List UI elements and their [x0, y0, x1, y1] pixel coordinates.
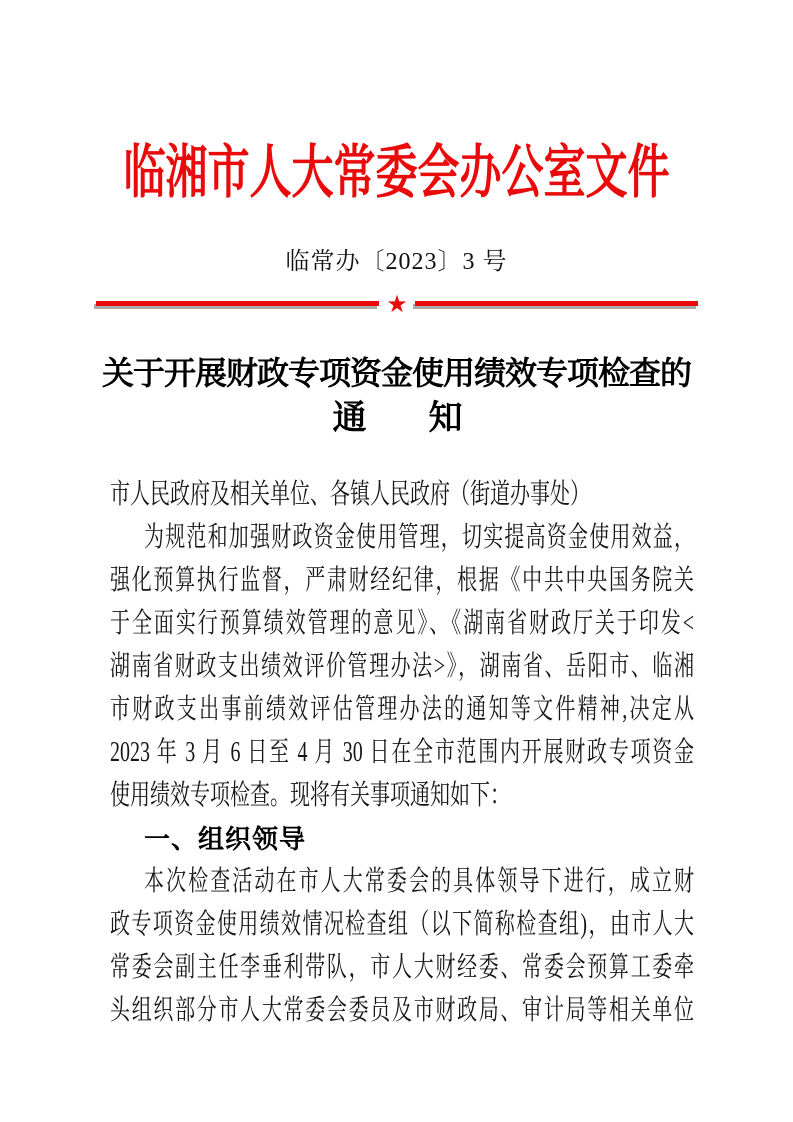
body-line: 使用绩效专项检查。现将有关事项通知如下：	[110, 780, 510, 812]
salutation-line: 市人民政府及相关单位、各镇人民政府（街道办事处）	[110, 479, 590, 511]
divider-line-left	[96, 301, 379, 306]
document-title-line1: 关于开展财政专项资金使用绩效专项检查的	[101, 355, 691, 391]
star-icon: ★	[386, 290, 408, 318]
body-line: 政专项资金使用绩效情况检查组（以下简称检查组)，由市人大	[110, 909, 694, 941]
body-line: 本次检查活动在市人大常委会的具体领导下进行，成立财	[144, 866, 694, 898]
body-line: 强化预算执行监督，严肃财经纪律，根据《中共中央国务院关	[110, 565, 694, 597]
document-body	[110, 474, 694, 1033]
body-line: 市财政支出事前绩效评估管理办法的通知等文件精神,决定从	[110, 694, 694, 726]
body-line: 湖南省财政支出绩效评价管理办法>》，湖南省、岳阳市、临湘	[110, 651, 694, 683]
body-line: 为规范和加强财政资金使用管理，切实提高资金使用效益，	[144, 522, 694, 554]
red-divider	[96, 290, 698, 318]
body-line: 头组织部分市人大常委会委员及市财政局、审计局等相关单位	[110, 995, 694, 1027]
doc-number: 临常办〔2023〕3 号	[285, 249, 508, 275]
body-line: 常委会副主任李垂利带队，市人大财经委、常委会预算工委牵	[110, 952, 694, 984]
section-heading: 一、组织领导	[144, 824, 307, 854]
document-header-title: 临湘市人大常委会办公室文件	[123, 142, 670, 206]
document-title	[0, 351, 793, 443]
body-line: 于全面实行预算绩效管理的意见》、《湖南省财政厅关于印发<	[110, 608, 694, 640]
document-title-line2: 通 知	[332, 400, 461, 437]
divider-line-right	[415, 301, 698, 306]
body-line: 2023 年 3 月 6 日至 4 月 30 日在全市范围内开展财政专项资金	[110, 737, 694, 769]
